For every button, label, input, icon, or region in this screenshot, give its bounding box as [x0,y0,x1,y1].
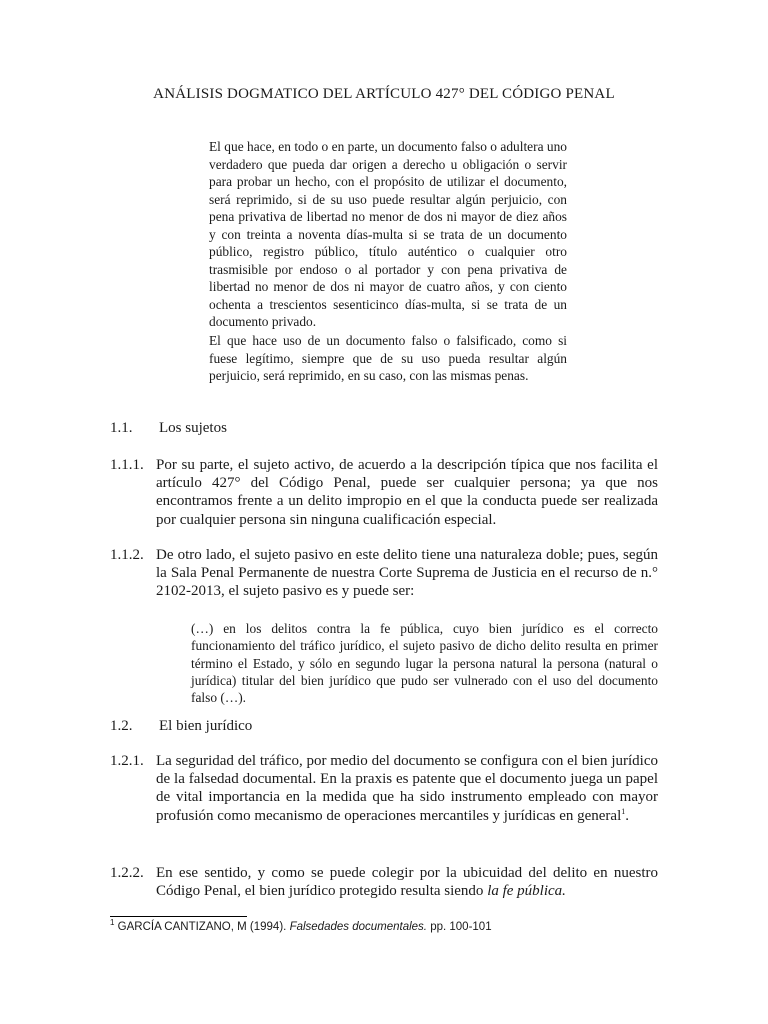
item-text: De otro lado, el sujeto pasivo en este delito tiene una naturaleza doble; pues, según la Sala Penal Permanente de nuestra Corte Suprema de Justicia en el recurso de n.° 2102-2013, el sujeto pasivo es y puede ser: [156,547,658,600]
article-quote-paragraph-1: El que hace, en todo o en parte, un documento falso o adultera uno verdadero que pueda dar origen a derecho u obligación o servir para probar un hecho, con el propósito de utilizar el documento, será reprimido, si de su uso puede resultar algún perjuicio, con pena privativa de libertad no menor de dos ni mayor de diez años y con treinta a noventa días-multa si se trata de un documento público, registro público, título auténtico o cualquier otro trasmisible por endoso o al portador y con pena privativa de libertad no menor de dos ni mayor de cuatro años, y con ciento ochenta a trescientos sesenticinco días-multa, si se trata de un documento privado. [209,139,567,329]
item-number: 1.2.2. [110,865,144,881]
item-text-emphasis: la fe pública. [487,883,566,900]
item-text-body: La seguridad del tráfico, por medio del documento se configura con el bien jurídico de la falsedad documental. En la praxis es patente que el documento juega un papel de vital importancia en la medida que ha sido instrumento empleado con mayor profusión como mecanismo de operaciones mercantiles y jurídicas en general [156,753,658,824]
section-heading-legal-good [110,718,252,735]
list-item-passive-subject [110,546,658,601]
document-title: ANÁLISIS DOGMATICO DEL ARTÍCULO 427° DEL CÓDIGO PENAL [153,86,615,102]
item-number: 1.2.1. [110,753,144,769]
footnote-reference[interactable]: 1 [621,806,626,816]
list-item-public-faith [110,864,658,900]
article-quote-paragraph-2: El que hace uso de un documento falso o falsificado, como si fuese legítimo, siempre que de su uso pueda resultar algún perjuicio, será reprimido, en su caso, con las mismas penas. [209,333,567,383]
footnote-divider [110,916,247,917]
footnote-work: Falsedades documentales. [289,921,428,933]
section-heading-subjects [110,420,227,437]
item-text [156,752,658,825]
list-item-traffic-security [110,752,658,825]
section-title: El bien jurídico [159,718,253,734]
item-text-end: . [625,807,629,824]
section-title: Los sujetos [159,420,227,436]
footnote-author: GARCÍA CANTIZANO, M (1994). [117,921,290,933]
item-text [156,864,658,900]
footnote-number: 1 [110,918,115,928]
item-number: 1.1.2. [110,547,144,563]
item-text-body: En ese sentido, y como se puede colegir por la ubicuidad del delito en nuestro Código Penal, el bien jurídico protegido resulta siendo [156,865,658,900]
footnote-pages: pp. 100-101 [427,921,492,933]
footnote [110,918,492,933]
list-item-active-subject [110,456,658,529]
item-number: 1.1.1. [110,457,144,473]
item-text: Por su parte, el sujeto activo, de acuerdo a la descripción típica que nos facilita el artículo 427° del Código Penal, puede ser cualquier persona; ya que nos encontramos frente a un delito impropio en el que la conducta puede ser realizada por cualquier persona sin ninguna cualificación especial. [156,457,658,528]
court-quote: (…) en los delitos contra la fe pública, cuyo bien jurídico es el correcto funcionamiento del tráfico jurídico, el sujeto pasivo de dicho delito resulta en primer término el Estado, y sólo en segundo lugar la persona natural la persona (natural o jurídica) titular del bien jurídico que pudo ser vulnerado con el uso del documento falso (…). [191,621,658,706]
section-number: 1.1. [110,420,133,436]
section-number: 1.2. [110,718,133,734]
